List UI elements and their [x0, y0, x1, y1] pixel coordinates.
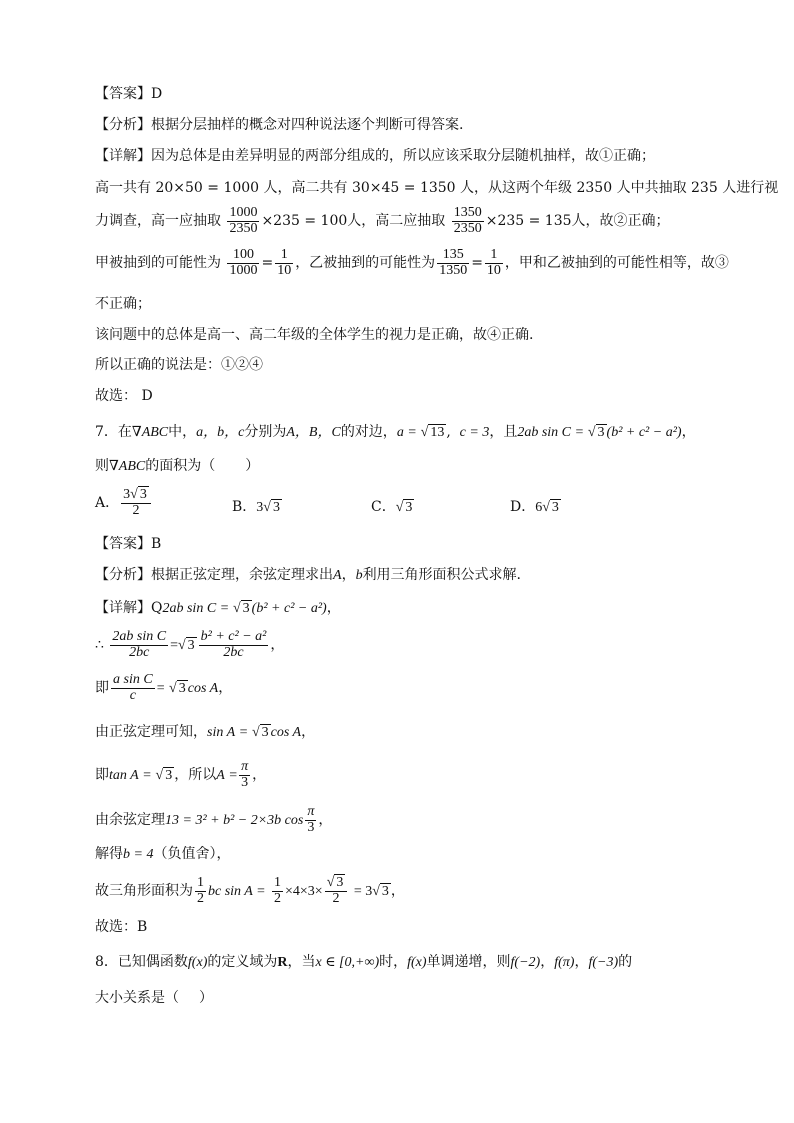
fraction: $\frac{100}{1000}$	[229, 247, 258, 278]
sqrt: √ 3	[232, 601, 250, 616]
answer-tag: 【答案】	[95, 536, 151, 552]
q6-detail-line-4: 甲被抽到的可能性为 $\frac{100}{1000}$ = $\frac{1}{10}$ ，乙被抽到的可能性为 $\frac{135}{1350}$ = $\frac{1}{10}$ ，甲和乙被抽到的可能性相等，故③	[95, 247, 729, 278]
question-number: 8．已知偶函数	[95, 954, 188, 970]
q7-detail-line-6: 由余弦定理13 = 3² + b² − 2×3b cos $\frac{\pi}{3}$ ，	[95, 804, 333, 835]
q7-detail-line-7: 解得b = 4（负值舍），	[95, 846, 231, 862]
q7-detail-line-9: 故选：B	[95, 919, 148, 935]
q6-detail-line-1	[95, 148, 655, 165]
q6-analysis-line	[95, 117, 463, 134]
option-c[interactable]	[371, 496, 414, 516]
q7-analysis-line: 【分析】根据正弦定理，余弦定理求出A，b利用三角形面积公式求解.	[95, 567, 522, 583]
q6-detail-line-8	[95, 388, 153, 405]
analysis-text: 根据分层抽样的概念对四种说法逐个判断可得答案.	[151, 117, 464, 133]
sqrt: √ 3	[587, 425, 605, 440]
fraction: $\frac{\pi}{3}$	[241, 759, 249, 790]
q8-stem-line-2: 大小关系是（ ）	[95, 990, 213, 1006]
q6-answer-line	[95, 86, 162, 103]
option-label: D．	[510, 499, 536, 515]
analysis-tag: 【分析】	[95, 117, 151, 133]
detail-tag: 【详解】	[95, 148, 151, 164]
option-label: C．	[371, 499, 396, 515]
q7-answer-line	[95, 536, 161, 553]
option-d[interactable]: D．6√ 3	[510, 499, 559, 515]
detail-text: ×235 = 100人，高二应抽取	[261, 213, 446, 230]
analysis-tag: 【分析】	[95, 567, 151, 583]
answer-value: B	[151, 536, 162, 552]
detail-text: 高一共有 20×50 = 1000 人，高二共有 30×45 = 1350 人，从这两个年级 2350 人中共抽取 235 人进行视	[95, 180, 779, 196]
q7-detail-line-1: 【详解】Q2ab sin C = √ 3 (b² + c² − a²)，	[95, 600, 341, 616]
detail-text: 不正确；	[95, 296, 151, 312]
fraction: $\frac{3√ 3}{2}$	[121, 488, 151, 518]
option-b[interactable]: B．3√ 3	[232, 499, 280, 515]
option-a[interactable]	[95, 488, 153, 518]
q7-detail-line-2: ∴ $\frac{\text{2ab sin C}}{2bc}$ =√ 3 $\frac{\text{b² + c² − a²}}{2bc}$ ，	[95, 629, 285, 660]
q6-detail-line-3	[95, 206, 670, 236]
q6-detail-line-7	[95, 357, 263, 374]
answer-value: D	[151, 86, 163, 102]
detail-tag: 【详解】	[95, 600, 151, 616]
detail-text: 甲被抽到的可能性为	[95, 255, 221, 272]
sqrt: √ 3	[177, 638, 195, 654]
fraction: $\frac{1}{10}$	[486, 247, 501, 278]
answer-tag: 【答案】	[95, 86, 151, 102]
q7-stem-line-2: 则∇ABC的面积为（ ）	[95, 458, 260, 474]
detail-text: 故选： D	[95, 388, 153, 404]
sqrt: √ 3	[395, 500, 413, 515]
fraction: $\frac{1350}{2350}$	[453, 205, 482, 236]
detail-text: ，乙被抽到的可能性为	[295, 255, 436, 272]
because-symbol: Q	[151, 600, 163, 616]
fraction: $\frac{\text{2ab sin C}}{2bc}$	[112, 629, 167, 660]
fraction: $\frac{√ 3}{2}$	[325, 876, 348, 906]
q7-detail-line-5: 即tan A = √ 3 ，所以A = $\frac{\pi}{3}$ ，	[95, 759, 267, 790]
detail-text: 该问题中的总体是高一、高二年级的全体学生的视力是正确，故④正确.	[95, 327, 534, 343]
fraction: $\frac{1}{2}$	[197, 875, 204, 906]
q8-stem-line-1: 8．已知偶函数f(x)的定义域为R，当x ∈ [0,+∞)时，f(x)单调递增，则f(−2)，f(π)，f(−3)的	[95, 954, 633, 970]
fraction: $\frac{1}{10}$	[277, 247, 292, 278]
sqrt: √ 3	[155, 768, 173, 784]
option-label: A．	[95, 495, 120, 512]
fraction: $\frac{\text{a sin C}}{c}$	[113, 672, 153, 703]
sqrt: √ 3	[251, 725, 269, 740]
detail-text: ×235 = 135人，故②正确；	[485, 213, 670, 230]
sqrt: √ 3	[372, 884, 389, 900]
sqrt: √ 3	[542, 500, 559, 515]
q7-detail-line-4: 由正弦定理可知，sin A = √ 3 cos A，	[95, 724, 316, 740]
fraction: $\frac{\text{b² + c² − a²}}{2bc}$	[200, 629, 267, 660]
q6-detail-line-2	[95, 180, 778, 197]
option-label: B．	[232, 499, 257, 515]
fraction: $\frac{\pi}{3}$	[307, 804, 315, 835]
detail-text: 因为总体是由差异明显的两部分组成的，所以应该采取分层随机抽样，故①正确；	[151, 148, 655, 164]
q6-detail-line-5	[95, 296, 151, 313]
q7-detail-line-3: 即 $\frac{\text{a sin C}}{c}$ = √ 3 cos A，	[95, 672, 233, 703]
sqrt: √ 3	[169, 681, 186, 697]
q7-stem-line-1: 7．在∇ABC中，a，b，c分别为A，B，C的对边，a = √ 13 , c = 3，且2ab sin C = √ 3 (b² + c² − a²)，	[95, 424, 696, 440]
question-number: 7．在	[95, 424, 132, 440]
detail-text: 力调查，高一应抽取	[95, 213, 221, 230]
fraction: $\frac{135}{1350}$	[439, 247, 468, 278]
q6-detail-line-6	[95, 327, 533, 344]
sqrt: √ 3	[263, 500, 280, 515]
detail-text: 所以正确的说法是：①②④	[95, 357, 263, 373]
detail-text: ，甲和乙被抽到的可能性相等，故③	[504, 255, 729, 272]
sqrt: √ 13	[420, 425, 445, 440]
fraction: $\frac{1}{2}$	[274, 875, 281, 906]
fraction: $\frac{1000}{2350}$	[229, 205, 258, 236]
q7-detail-line-8: 故三角形面积为 $\frac{1}{2}$ bc sin A = $\frac{1}{2}$ ×4×3× $\frac{√ 3}{2}$ = 3√ 3 ，	[95, 875, 405, 906]
therefore-symbol: ∴	[95, 637, 104, 654]
